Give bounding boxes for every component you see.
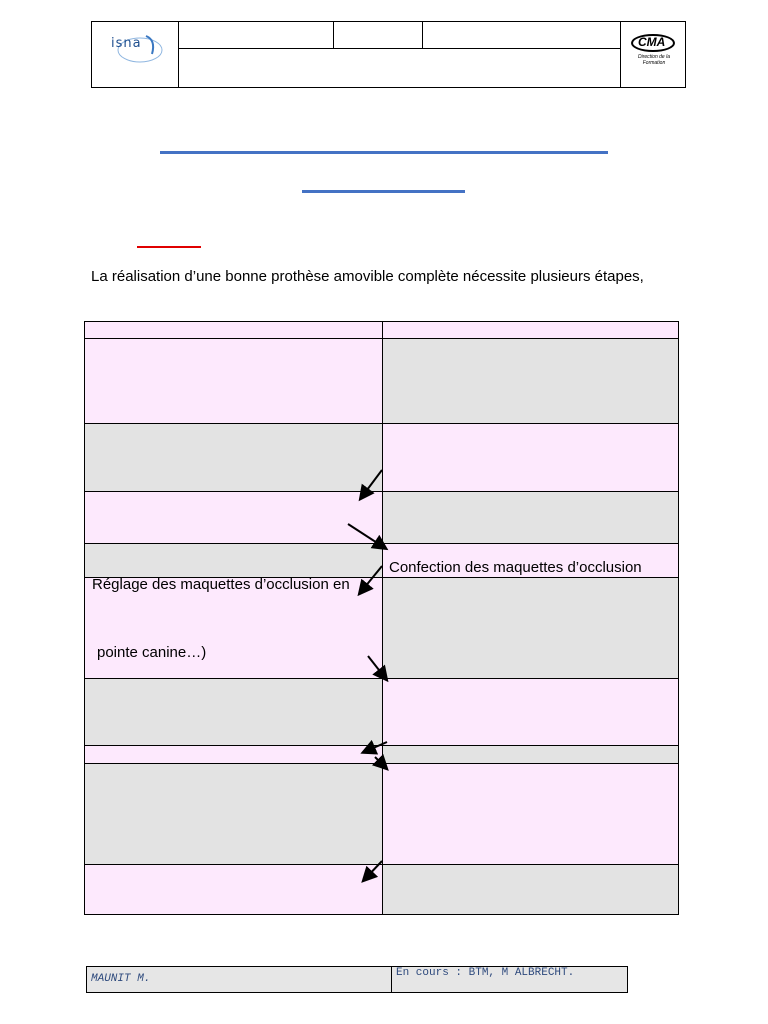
document-header — [91, 21, 686, 88]
flow-arrows — [85, 322, 678, 916]
intro-paragraph: La réalisation d’une bonne prothèse amovible complète nécessite plusieurs étapes, — [91, 268, 644, 285]
footer-author: MAUNIT M. — [91, 973, 151, 985]
section-heading-underline — [137, 246, 201, 248]
step-label-confection-maquettes: Confection des maquettes d’occlusion — [389, 559, 642, 576]
document-footer — [86, 966, 628, 993]
arrow-1 — [361, 470, 382, 498]
arrow-6 — [375, 757, 386, 768]
arrow-7 — [364, 861, 382, 880]
isna-logo — [102, 30, 170, 78]
footer-course: En cours : BTM, M ALBRECHT. — [396, 967, 575, 979]
steps-table — [84, 321, 679, 915]
step-label-reglage-maquettes-end: pointe canine…) — [97, 644, 207, 661]
step-label-reglage-maquettes: Réglage des maquettes d’occlusion en — [92, 576, 350, 593]
cma-logo-text: CMA — [638, 35, 666, 49]
cma-logo — [626, 32, 681, 78]
arrow-2 — [348, 524, 385, 548]
arrow-3 — [360, 566, 382, 593]
cma-logo-caption: Direction de la Formation — [638, 54, 670, 66]
arrow-5 — [364, 742, 387, 752]
subtitle-underline — [302, 190, 465, 193]
arrow-4 — [368, 656, 386, 679]
isna-logo-text: isna — [111, 36, 142, 51]
title-underline — [160, 151, 608, 154]
